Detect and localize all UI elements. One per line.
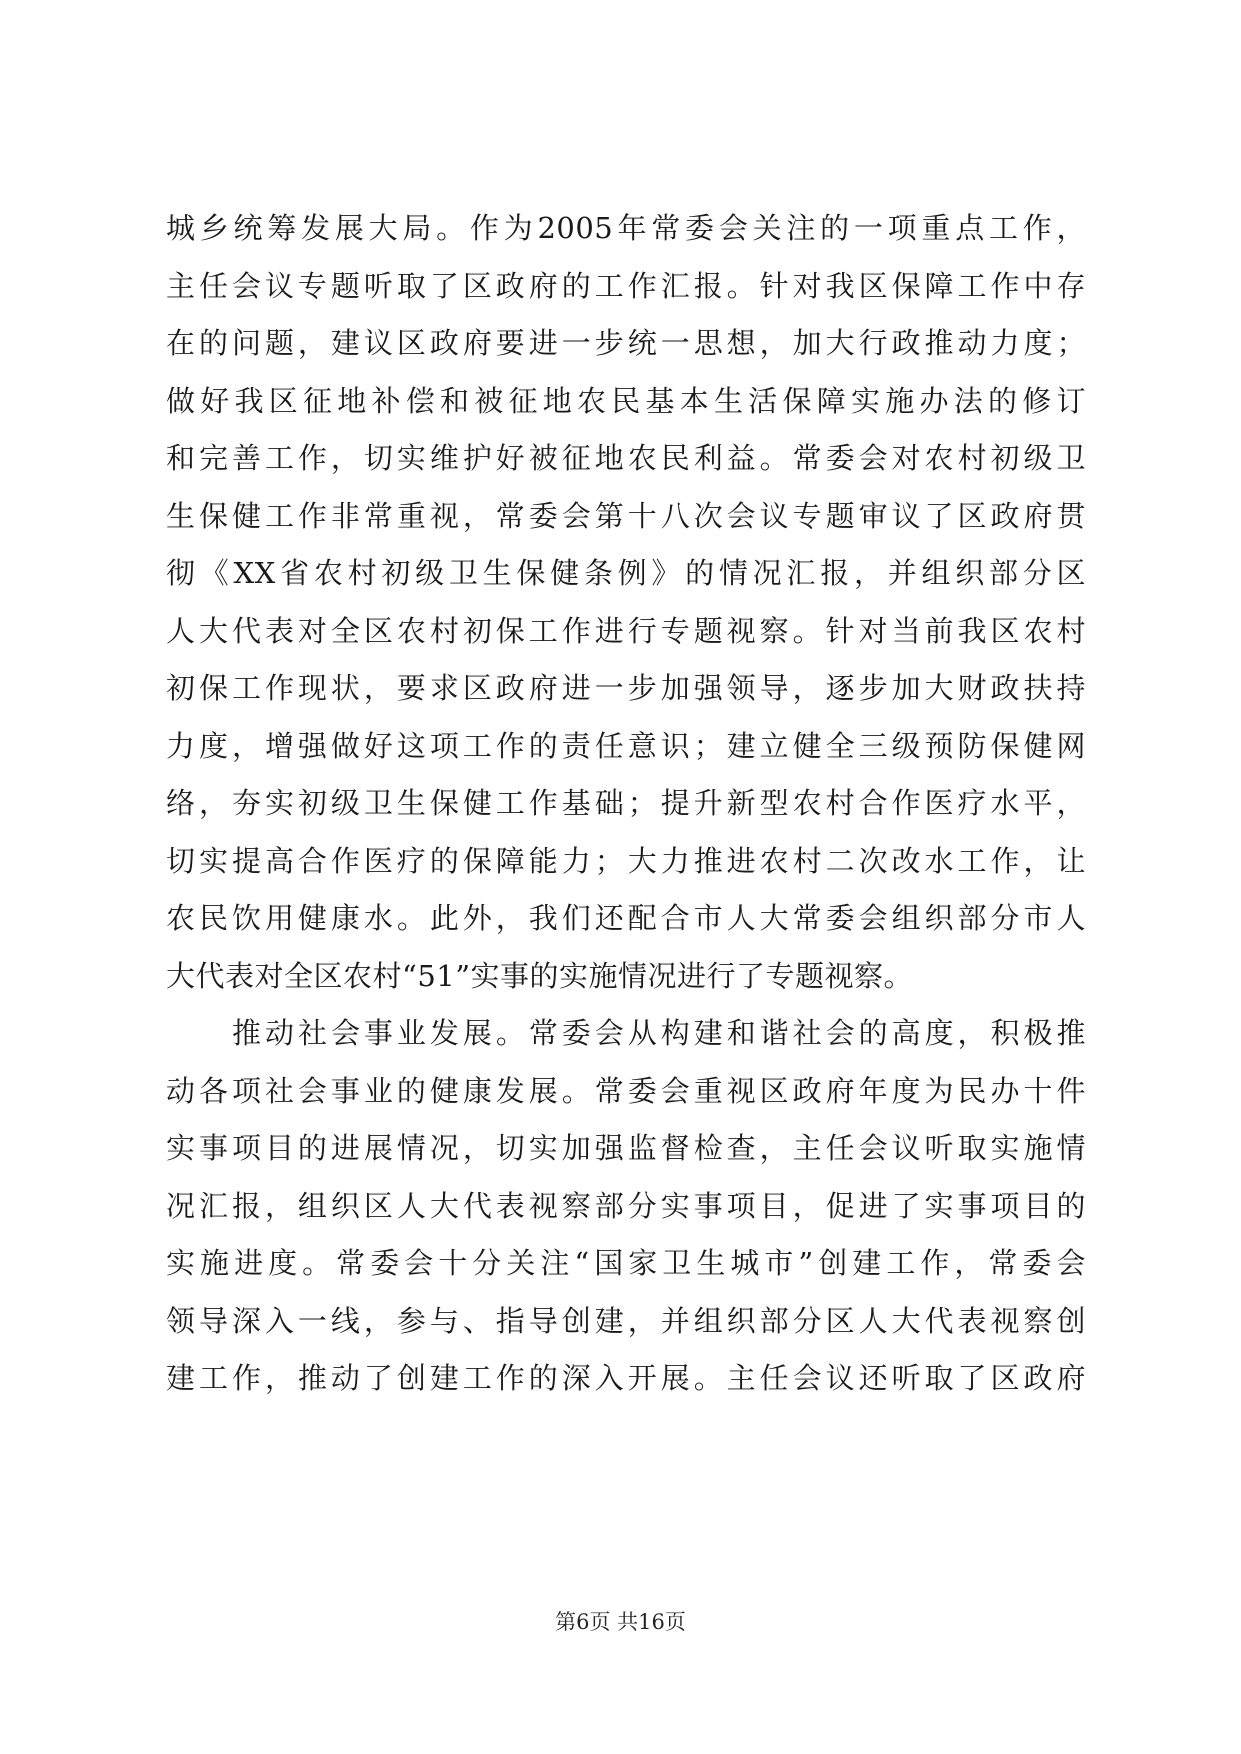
body-text <box>166 200 1086 1408</box>
text-line: 络，夯实初级卫生保健工作基础；提升新型农村合作医疗水平， <box>166 786 1086 820</box>
text-line: 大代表对全区农村“51”实事的实施情况进行了专题视察。 <box>166 958 914 993</box>
page-number-label: 第6页 共16页 <box>555 1610 686 1634</box>
text-line: 切实提高合作医疗的保障能力；大力推进农村二次改水工作，让 <box>166 843 1086 878</box>
text-line: 建工作，推动了创建工作的深入开展。主任会议还听取了区政府 <box>166 1361 1086 1395</box>
text-line: 领导深入一线，参与、指导创建，并组织部分区人大代表视察创 <box>166 1303 1086 1338</box>
text-line: 初保工作现状，要求区政府进一步加强领导，逐步加大财政扶持 <box>166 671 1086 705</box>
text-line: 实施进度。常委会十分关注“国家卫生城市”创建工作，常委会 <box>166 1246 1086 1280</box>
text-line: 和完善工作，切实维护好被征地农民利益。常委会对农村初级卫 <box>166 441 1086 475</box>
text-line: 彻《XX省农村初级卫生保健条例》的情况汇报，并组织部分区 <box>166 556 1086 590</box>
text-line: 人大代表对全区农村初保工作进行专题视察。针对当前我区农村 <box>166 613 1086 648</box>
text-line: 实事项目的进展情况，切实加强监督检查，主任会议听取实施情 <box>166 1131 1086 1165</box>
paragraph-1 <box>166 200 1086 1005</box>
page-footer <box>0 1606 1241 1636</box>
text-line: 城乡统筹发展大局。作为2005年常委会关注的一项重点工作， <box>166 211 1086 245</box>
text-line: 况汇报，组织区人大代表视察部分实事项目，促进了实事项目的 <box>166 1188 1086 1223</box>
text-line: 力度，增强做好这项工作的责任意识；建立健全三级预防保健网 <box>166 728 1086 763</box>
text-line: 农民饮用健康水。此外，我们还配合市人大常委会组织部分市人 <box>166 901 1086 935</box>
text-line: 在的问题，建议区政府要进一步统一思想，加大行政推动力度； <box>166 326 1086 360</box>
text-line: 生保健工作非常重视，常委会第十八次会议专题审议了区政府贯 <box>166 498 1086 533</box>
text-line: 推动社会事业发展。常委会从构建和谐社会的高度，积极推 <box>232 1016 1086 1050</box>
paragraph-2 <box>166 1005 1086 1408</box>
text-line: 主任会议专题听取了区政府的工作汇报。针对我区保障工作中存 <box>166 268 1086 303</box>
text-line: 做好我区征地补偿和被征地农民基本生活保障实施办法的修订 <box>166 383 1086 418</box>
text-line: 动各项社会事业的健康发展。常委会重视区政府年度为民办十件 <box>166 1073 1086 1108</box>
